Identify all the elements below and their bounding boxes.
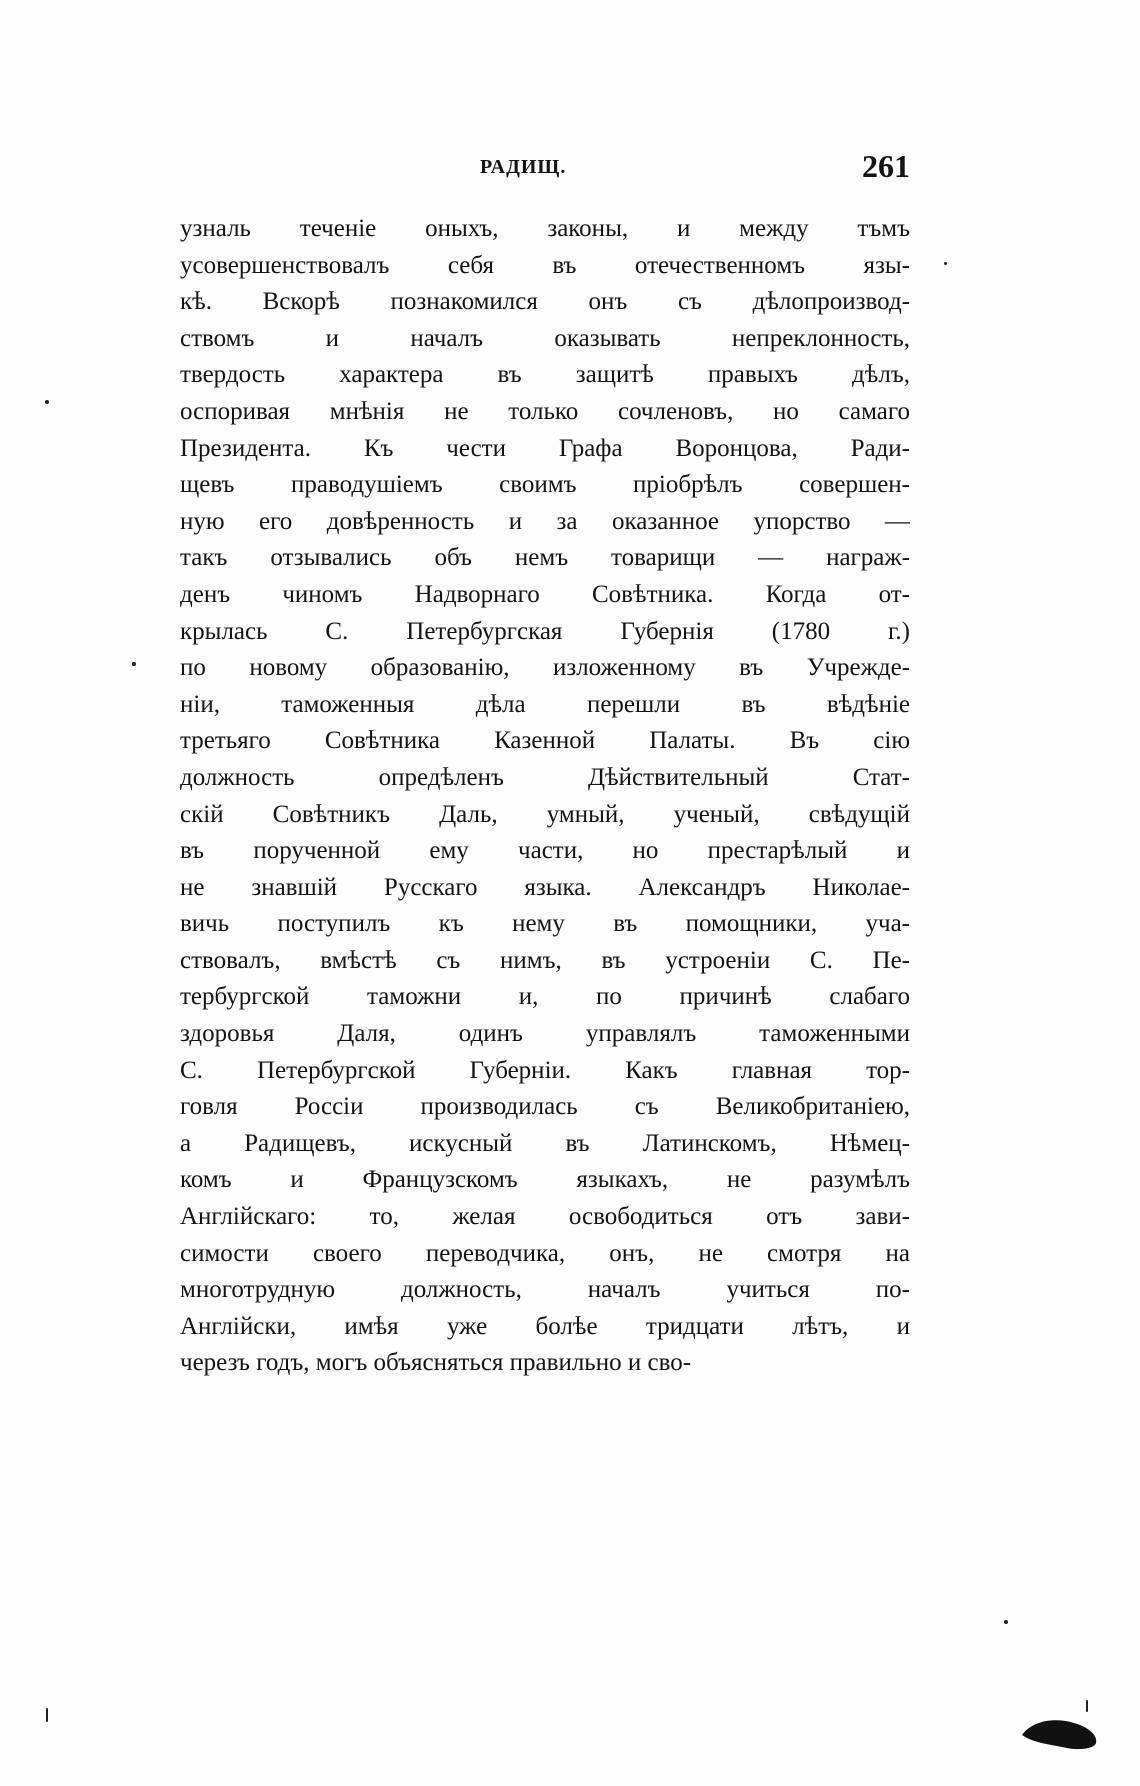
- body-text: [180, 211, 910, 1382]
- text-line: должность опредѣленъ Дѣйствительный Стат-: [180, 763, 910, 791]
- scan-speck: [1004, 1620, 1008, 1624]
- page-number: 261: [862, 148, 910, 184]
- text-line: черезъ годъ, могъ объясняться правильно и сво-: [180, 1349, 692, 1377]
- scan-speck: [132, 662, 136, 666]
- text-line: кѣ. Вскорѣ познакомился онъ съ дѣлопроизвод-: [180, 288, 910, 316]
- text-line: скій Совѣтникъ Даль, умный, ученый, свѣдущій: [180, 800, 910, 828]
- text-line: оспоривая мнѣнія не только сочленовъ, но самаго: [180, 397, 910, 425]
- text-line: симости своего переводчика, онъ, не смотря на: [180, 1239, 910, 1267]
- text-line: Англійски, имѣя уже болѣе тридцати лѣтъ, и: [180, 1312, 910, 1340]
- scan-speck: [45, 400, 49, 404]
- text-line: по новому образованію, изложенному въ Учрежде-: [180, 654, 910, 682]
- text-line: ствомъ и началъ оказывать непреклонность,: [180, 324, 910, 352]
- text-line: здоровья Даля, одинъ управлялъ таможенными: [180, 1020, 910, 1048]
- text-line: крылась С. Петербургская Губернія (1780 г.): [180, 617, 910, 645]
- running-head: РАДИЩ.: [480, 156, 567, 178]
- page-header: [180, 148, 910, 192]
- text-line: тербургской таможни и, по причинѣ слабаго: [180, 983, 910, 1011]
- text-line: такъ отзывались объ немъ товарищи — награж-: [180, 544, 910, 572]
- text-line: Президента. Къ чести Графа Воронцова, Ради-: [180, 434, 910, 462]
- text-line: С. Петербургской Губерніи. Какъ главная тор-: [180, 1056, 910, 1084]
- ink-blot-mark: [1020, 1713, 1100, 1753]
- text-line: усовершенствовалъ себя въ отечественномъ язы-: [180, 251, 910, 279]
- text-line: ствовалъ, вмѣстѣ съ нимъ, въ устроеніи С. Пе-: [180, 946, 910, 974]
- text-line: комъ и Французскомъ языкахъ, не разумѣлъ: [180, 1166, 910, 1194]
- text-line: Англійскаго: то, желая освободиться отъ зави-: [180, 1203, 910, 1231]
- text-line: не знавшій Русскаго языка. Александръ Николае-: [180, 873, 910, 901]
- text-line: а Радищевъ, искусный въ Латинскомъ, Нѣмец-: [180, 1129, 910, 1157]
- text-line: денъ чиномъ Надворнаго Совѣтника. Когда от-: [180, 580, 910, 608]
- text-line: ную его довѣренность и за оказанное упорство —: [180, 507, 910, 535]
- text-line: вичь поступилъ къ нему въ помощники, уча-: [180, 910, 910, 938]
- scan-speck: [944, 262, 947, 265]
- text-line: говля Россіи производилась съ Великобританіею,: [180, 1093, 910, 1121]
- text-line: многотрудную должность, началъ учиться по-: [180, 1276, 910, 1304]
- text-line: твердость характера въ защитѣ правыхъ дѣлъ,: [180, 361, 910, 389]
- scan-speck: [46, 1708, 48, 1722]
- text-line: ніи, таможенныя дѣла перешли въ вѣдѣніе: [180, 690, 910, 718]
- text-line: щевъ праводушіемъ своимъ пріобрѣлъ совершен-: [180, 471, 910, 499]
- scan-speck: [1086, 1700, 1088, 1712]
- text-line: въ порученной ему части, но престарѣлый и: [180, 837, 910, 865]
- text-line: третьяго Совѣтника Казенной Палаты. Въ сію: [180, 727, 910, 755]
- text-line: узналь теченіе оныхъ, законы, и между тъмъ: [180, 215, 910, 242]
